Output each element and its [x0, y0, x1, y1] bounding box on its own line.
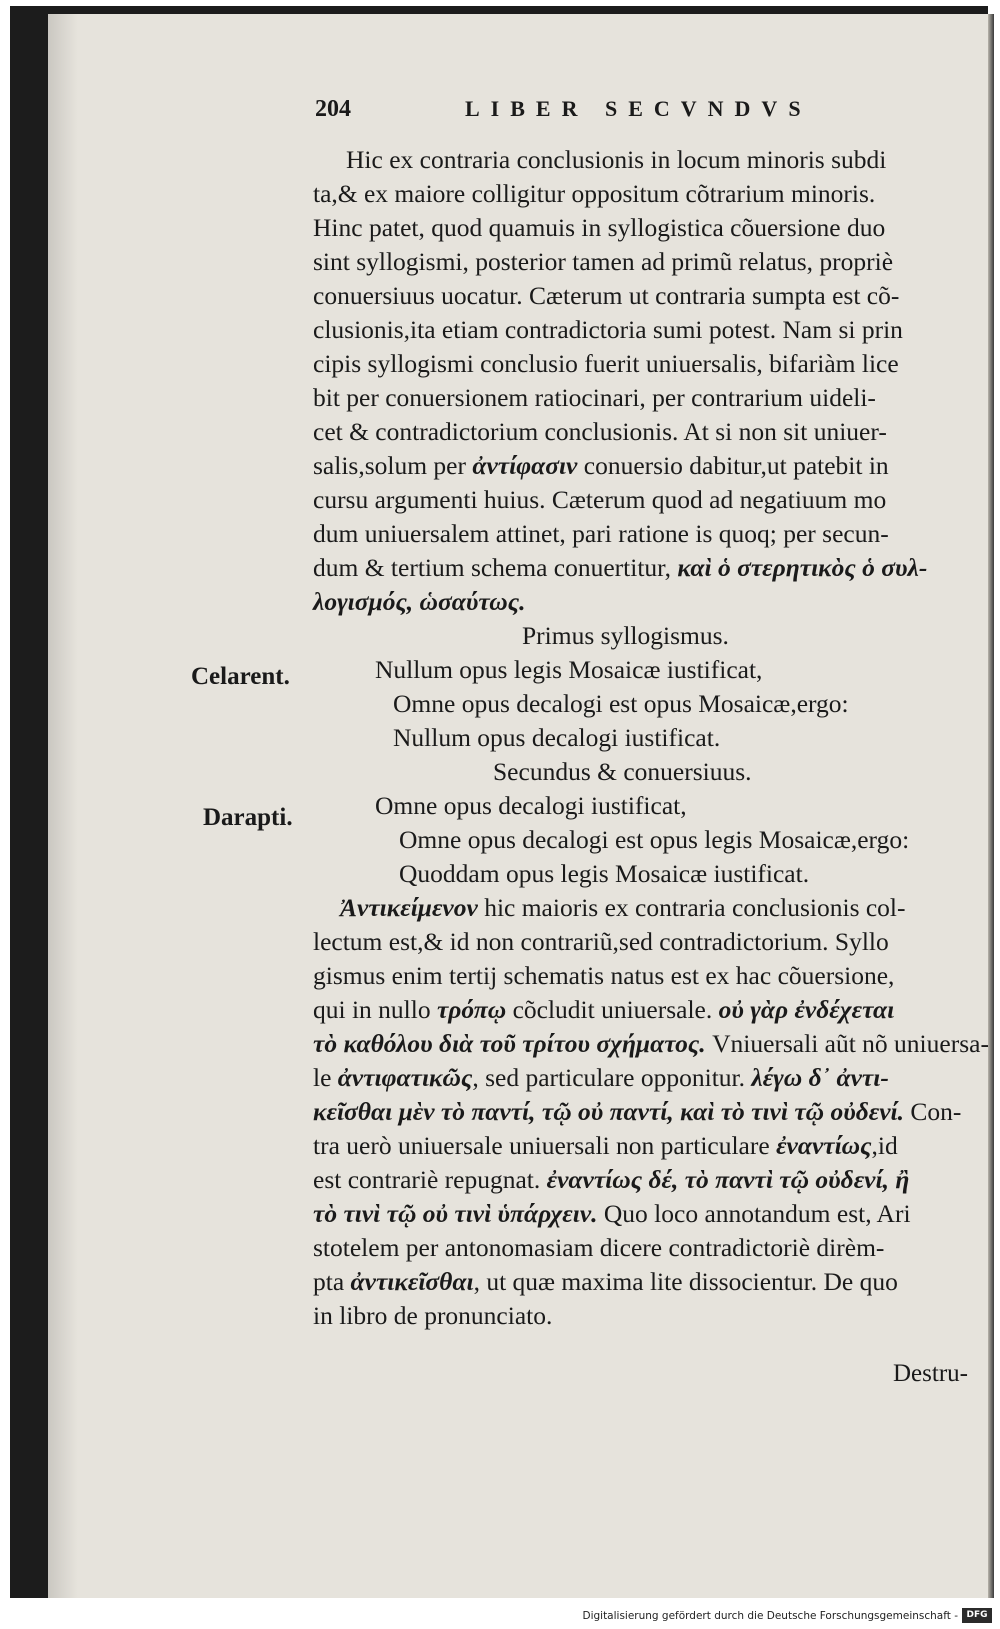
text-line — [522, 619, 1000, 653]
greek-quotation: ἀντιφατικῶς — [337, 1063, 473, 1092]
latin-text: Omne opus decalogi iustificat, — [375, 791, 687, 820]
page-number: 204 — [315, 96, 351, 122]
greek-quotation: ἐναντίως δέ, τὸ παντὶ τῷ οὐδενί, ἢ — [546, 1165, 910, 1194]
dfg-logo: DFG — [962, 1608, 992, 1623]
latin-text: hic maioris ex contraria conclusionis col- — [477, 893, 906, 922]
latin-text: Hic ex contraria conclusionis in locum minoris subdi — [346, 145, 887, 174]
latin-text: in libro de pronunciato. — [313, 1301, 553, 1330]
latin-text: , ut quæ maxima lite dissocientur. De quo — [473, 1267, 898, 1296]
text-line — [393, 687, 1000, 721]
latin-text: Vniuersali aũt nõ uniuersa- — [705, 1029, 989, 1058]
latin-text: bit per conuersionem ratiocinari, per contrarium uideli- — [313, 383, 876, 412]
text-line — [313, 1129, 1000, 1163]
text-line — [313, 517, 1000, 551]
latin-text: lectum est,& id non contrariũ,sed contradictorium. Syllo — [313, 927, 889, 956]
latin-text: cõcludit uniuersale. — [506, 995, 719, 1024]
latin-text: cursu argumenti huius. Cæterum quod ad negatiuum mo — [313, 485, 887, 514]
text-line — [313, 1265, 1000, 1299]
text-line — [313, 993, 1000, 1027]
latin-text: dum & tertium schema conuertitur, — [313, 553, 678, 582]
latin-text: pta — [313, 1267, 351, 1296]
latin-text: cet & contradictorium conclusionis. At si non sit uniuer- — [313, 417, 887, 446]
running-head: LIBER SECVNDVS — [465, 96, 812, 121]
latin-text: Secundus & conuersiuus. — [493, 757, 752, 786]
text-line — [313, 1231, 1000, 1265]
greek-quotation: κεῖσθαι μὲν τὸ παντί, τῷ οὐ παντί, καὶ τὸ τινὶ τῷ οὐδενί. — [313, 1097, 905, 1126]
latin-text: gismus enim tertij schematis natus est ex hac cõuersione, — [313, 961, 895, 990]
text-line — [313, 313, 1000, 347]
digitization-credit: Digitalisierung gefördert durch die Deutsche Forschungsgemeinschaft - — [582, 1610, 958, 1622]
latin-text: clusionis,ita etiam contradictoria sumi potest. Nam si prin — [313, 315, 903, 344]
latin-text: Hinc patet, quod quamuis in syllogistica cõuersione duo — [313, 213, 886, 242]
text-line — [313, 177, 1000, 211]
text-line — [399, 857, 1000, 891]
latin-text: Quo loco annotandum est, Ari — [597, 1199, 911, 1228]
greek-quotation: λέγω δ᾽ ἀντι- — [751, 1063, 889, 1092]
text-line — [313, 1197, 1000, 1231]
greek-quotation: οὐ γὰρ ἐνδέχεται — [718, 995, 895, 1024]
text-line — [313, 279, 1000, 313]
text-line — [346, 143, 1000, 177]
latin-text: le — [313, 1063, 338, 1092]
latin-text: qui in nullo — [313, 995, 437, 1024]
text-line — [399, 823, 1000, 857]
greek-quotation: τὸ τινὶ τῷ οὐ τινὶ ὑπάρχειν. — [313, 1199, 598, 1228]
latin-text: ta,& ex maiore colligitur oppositum cõtrarium minoris. — [313, 179, 876, 208]
page-header — [315, 96, 875, 126]
latin-text: Nullum opus decalogi iustificat. — [393, 723, 721, 752]
latin-text: conuersio dabitur,ut patebit in — [577, 451, 889, 480]
text-line — [313, 1163, 1000, 1197]
text-line — [393, 721, 1000, 755]
catchword: Destru- — [893, 1360, 968, 1387]
text-line — [313, 449, 1000, 483]
latin-text: salis,solum per — [313, 451, 473, 480]
latin-text: ,id — [871, 1131, 898, 1160]
latin-text: Nullum opus legis Mosaicæ iustificat, — [375, 655, 763, 684]
text-line — [313, 1299, 1000, 1333]
text-line — [313, 551, 1000, 585]
text-line — [313, 211, 1000, 245]
greek-quotation: ἐναντίως — [776, 1131, 872, 1160]
latin-text: dum uniuersalem attinet, pari ratione is quoq; per secun- — [313, 519, 889, 548]
text-line — [313, 1027, 1000, 1061]
latin-text: Omne opus decalogi est opus Mosaicæ,ergo: — [393, 689, 849, 718]
gutter-shadow — [48, 14, 78, 1598]
text-line — [313, 347, 1000, 381]
text-line — [493, 755, 1000, 789]
latin-text: Con- — [904, 1097, 962, 1126]
text-line — [313, 959, 1000, 993]
latin-text: Primus syllogismus. — [522, 621, 729, 650]
latin-text: Quoddam opus legis Mosaicæ iustificat. — [399, 859, 810, 888]
latin-text: tra uerò uniuersale uniuersali non particulare — [313, 1131, 777, 1160]
greek-quotation: λογισμός, ὡσαύτως. — [313, 587, 526, 616]
latin-text: cipis syllogismi conclusio fuerit uniuersalis, bifariàm lice — [313, 349, 899, 378]
text-line — [313, 925, 1000, 959]
text-line — [313, 1095, 1000, 1129]
text-line — [313, 585, 1000, 619]
latin-text: , sed particulare opponitur. — [472, 1063, 752, 1092]
greek-quotation: καὶ ὁ στερητικὸς ὁ συλ- — [677, 553, 928, 582]
text-line — [313, 1061, 1000, 1095]
margin-note-celarent: Celarent. — [191, 663, 290, 690]
text-line — [375, 653, 1000, 687]
text-line — [313, 415, 1000, 449]
greek-quotation: τρόπῳ — [436, 995, 507, 1024]
text-line — [340, 891, 1000, 925]
text-line — [313, 483, 1000, 517]
text-line — [375, 789, 1000, 823]
greek-quotation: τὸ καθόλου διὰ τοῦ τρίτου σχήματος. — [313, 1029, 706, 1058]
greek-quotation: ἀντικεῖσθαι — [350, 1267, 474, 1296]
greek-quotation: ἀντίφασιν — [472, 451, 578, 480]
latin-text: Omne opus decalogi est opus legis Mosaicæ,ergo: — [399, 825, 910, 854]
text-line — [313, 245, 1000, 279]
latin-text: conuersiuus uocatur. Cæterum ut contraria sumpta est cõ- — [313, 281, 900, 310]
margin-note-darapti: Darapti. — [203, 804, 293, 831]
text-line — [313, 381, 1000, 415]
latin-text: stotelem per antonomasiam dicere contradictoriè dirèm- — [313, 1233, 885, 1262]
greek-quotation: Ἀντικείμενον — [340, 893, 478, 922]
latin-text: est contrariè repugnat. — [313, 1165, 547, 1194]
latin-text: sint syllogismi, posterior tamen ad primũ relatus, propriè — [313, 247, 894, 276]
